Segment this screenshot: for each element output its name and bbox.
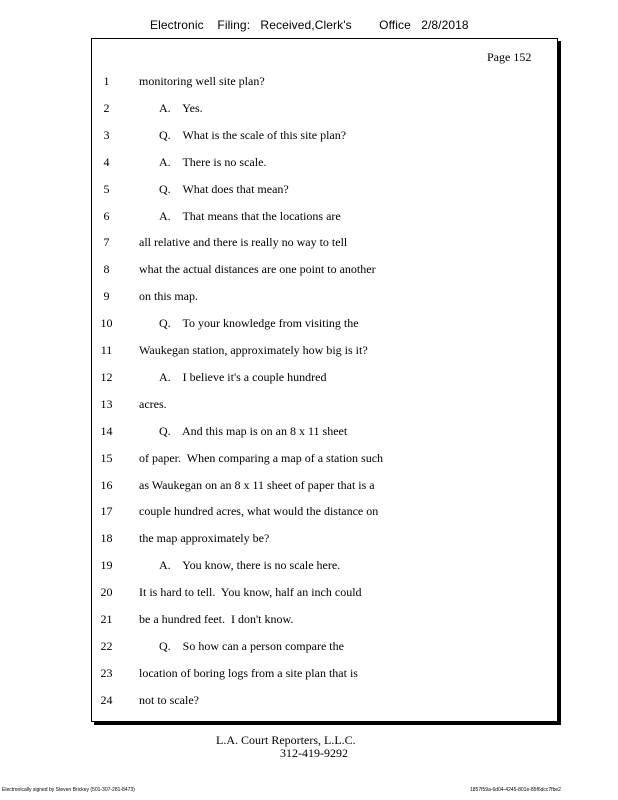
line-text: the map approximately be? — [139, 531, 270, 545]
line-number: 17 — [100, 504, 113, 518]
line-number: 11 — [100, 343, 113, 357]
line-number: 9 — [103, 289, 110, 303]
line-number: 8 — [103, 262, 110, 276]
line-text: all relative and there is really no way to tell — [139, 235, 348, 249]
line-number: 19 — [100, 558, 113, 572]
line-number: 21 — [100, 612, 113, 626]
electronic-signature: Electronically signed by Steven Brickey (501-307-281-8473) — [2, 787, 135, 793]
line-text: of paper. When comparing a map of a station such — [139, 451, 384, 465]
line-number: 7 — [103, 235, 110, 249]
line-text: Q. So how can a person compare the — [159, 639, 344, 653]
line-text: Q. To your knowledge from visiting the — [159, 316, 359, 330]
line-text: monitoring well site plan? — [139, 74, 265, 88]
line-number: 20 — [100, 585, 113, 599]
line-text: Q. What does that mean? — [159, 182, 289, 196]
line-text: A. You know, there is no scale here. — [159, 558, 341, 572]
line-number: 3 — [103, 128, 110, 142]
line-number: 18 — [100, 531, 113, 545]
line-number: 12 — [100, 370, 113, 384]
line-number: 6 — [103, 209, 110, 223]
line-text: Q. What is the scale of this site plan? — [159, 128, 347, 142]
page-number: Page 152 — [487, 50, 532, 64]
line-number: 5 — [103, 182, 110, 196]
line-number: 22 — [100, 639, 113, 653]
line-number: 1 — [103, 74, 110, 88]
line-text: as Waukegan on an 8 x 11 sheet of paper that is a — [139, 478, 375, 492]
line-text: A. There is no scale. — [159, 155, 267, 169]
line-text: what the actual distances are one point to another — [139, 262, 376, 276]
line-number: 24 — [100, 693, 113, 707]
line-text: It is hard to tell. You know, half an inch could — [139, 585, 362, 599]
line-number: 10 — [100, 316, 113, 330]
line-text: location of boring logs from a site plan that is — [139, 666, 358, 680]
line-text: A. I believe it's a couple hundred — [159, 370, 327, 384]
line-text: not to scale? — [139, 693, 199, 707]
line-number: 2 — [103, 101, 110, 115]
line-text: A. That means that the locations are — [159, 209, 341, 223]
line-text: couple hundred acres, what would the distance on — [139, 504, 379, 518]
filing-header: Electronic Filing: Received,Clerk's Office 2/8/2018 — [150, 18, 469, 32]
line-number: 15 — [100, 451, 113, 465]
line-number: 23 — [100, 666, 113, 680]
reporter-name: L.A. Court Reporters, L.L.C. — [216, 733, 356, 747]
line-text: A. Yes. — [159, 101, 203, 115]
line-text: Waukegan station, approximately how big is it? — [139, 343, 368, 357]
line-text: be a hundred feet. I don't know. — [139, 612, 294, 626]
line-number: 4 — [103, 155, 110, 169]
line-text: Q. And this map is on an 8 x 11 sheet — [159, 424, 348, 438]
document-hash: 1857f59a-6d04-4245-801e-85f6dcc7fbe2 — [470, 787, 561, 793]
reporter-phone: 312-419-9292 — [280, 746, 348, 760]
line-text: on this map. — [139, 289, 198, 303]
line-number: 14 — [100, 424, 113, 438]
line-number: 16 — [100, 478, 113, 492]
line-number: 13 — [100, 397, 113, 411]
line-text: acres. — [139, 397, 167, 411]
